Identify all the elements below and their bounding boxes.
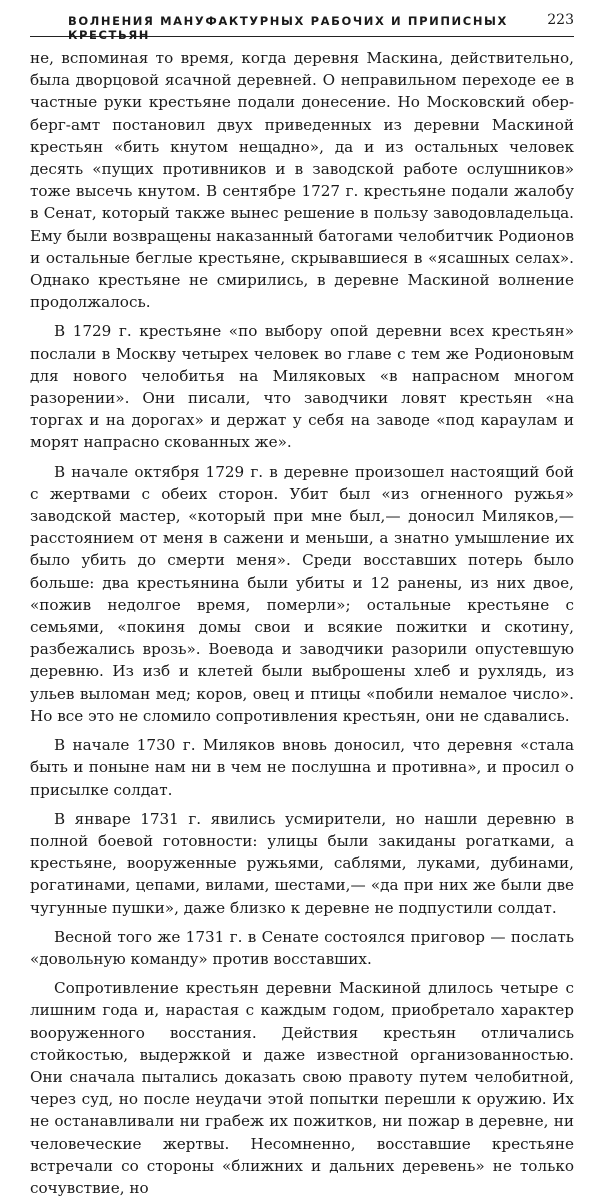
- running-head: ВОЛНЕНИЯ МАНУФАКТУРНЫХ РАБОЧИХ И ПРИПИСНЫХ КРЕСТЬЯН: [68, 14, 509, 42]
- paragraph: В начале октября 1729 г. в деревне произошел настоящий бой с жертвами с обеих сторон. Убит был «из огненного ружья» заводской мастер, «который при мне был,— доносил Миляков,— расстоянием от меня в сажени и меньши, а знатно умышление их было убить до смерти меня». Среди восставших потерь было больше: два крестьянина были убиты и 12 ранены, из них двое, «пожив недолгое время, померли»; остальные крестьяне с семьями, «покиня домы свои и всякие пожитки и скотину, разбежались врозь». Воевода и заводчики разорили опустевшую деревню. Из изб и клетей были выброшены хлеб и рухлядь, из ульев выломан мед; коров, овец и птицы «побили немалое число». Но все это не сломило сопротивления крестьян, они не сдавались.: [30, 462, 574, 725]
- paragraph: В январе 1731 г. явились усмирители, но нашли деревню в полной боевой готовности: улицы были закиданы рогатками, а крестьяне, вооруженные ружьями, саблями, луками, дубинами, рогатинами, цепами, вилами, шестами,— «да при них же были две чугунные пушки», даже близко к деревне не подпустили солдат.: [30, 809, 574, 917]
- page-number: 223: [547, 12, 574, 28]
- page-header: [30, 10, 574, 42]
- paragraph: не, вспоминая то время, когда деревня Маскина, действительно, была дворцовой ясачной деревней. О неправильном переходе ее в частные руки крестьяне подали донесение. Но Московский обер-берг-амт постановил двух приведенных из деревни Маскиной крестьян «бить кнутом нещадно», да и из остальных человек десять «пущих противников и в заводской работе ослушников» тоже высечь кнутом. В сентябре 1727 г. крестьяне подали жалобу в Сенат, который также вынес решение в пользу заводовладельца. Ему были возвращены наказанный батогами челобитчик Родионов и остальные беглые крестьяне, скрывавшиеся в «ясашных селах». Однако крестьяне не смирились, в деревне Маскиной волнение продолжалось.: [30, 49, 574, 312]
- body-text: [30, 47, 574, 1199]
- paragraph: Весной того же 1731 г. в Сенате состоялся приговор — послать «довольную команду» против восставших.: [30, 927, 574, 968]
- paragraph: Сопротивление крестьян деревни Маскиной длилось четыре с лишним года и, нарастая с каждым годом, приобретало характер вооруженного восстания. Действия крестьян отличались стойкостью, выдержкой и даже известной организованностью. Они сначала пытались доказать свою правоту путем челобитной, через суд, но после неудачи этой попытки перешли к оружию. Их не останавливали ни грабеж их пожитков, ни пожар в деревне, ни человеческие жертвы. Несомненно, восставшие крестьяне встречали со стороны «ближних и дальних деревень» не только сочувствие, но: [30, 979, 574, 1197]
- paragraph: В начале 1730 г. Миляков вновь доносил, что деревня «стала быть и поныне нам ни в чем не послушна и противна», и просил о присылке солдат.: [30, 736, 574, 799]
- paragraph: В 1729 г. крестьяне «по выбору опой деревни всех крестьян» послали в Москву четырех человек во главе с тем же Родионовым для нового челобитья на Миляковых «в напрасном многом разорении». Они писали, что заводчики ловят крестьян «на торгах и на дорогах» и держат у себя на заводе «под караулам и морят напрасно скованных же».: [30, 322, 574, 452]
